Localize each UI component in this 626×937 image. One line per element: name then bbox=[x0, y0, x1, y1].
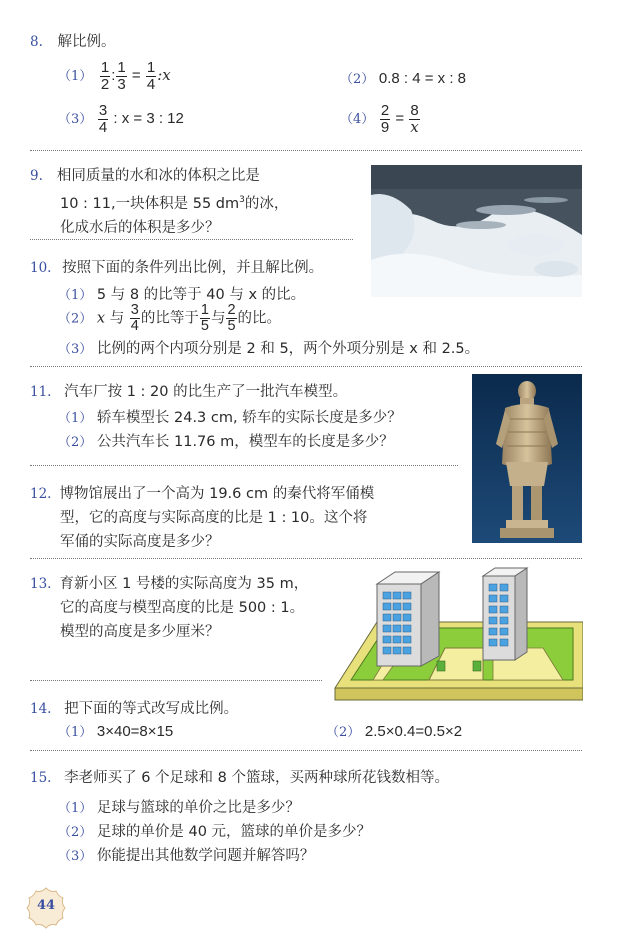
question-number: 15. bbox=[30, 770, 52, 786]
fraction: $\frac{1}{3}$ bbox=[117, 59, 126, 93]
item-text: 与 bbox=[210, 310, 226, 327]
fraction: $\frac{1}{5}$ bbox=[200, 302, 209, 335]
item-label: （1） bbox=[58, 288, 93, 303]
q15-item-3 bbox=[58, 844, 314, 865]
q11-item-2 bbox=[58, 430, 394, 451]
question-14 bbox=[30, 697, 238, 718]
item-label: （2） bbox=[326, 725, 361, 740]
question-text: 李老师买了 6 个足球和 8 个篮球，买两种球所花钱数相等。 bbox=[64, 770, 449, 786]
item-text: 的比等于 bbox=[140, 310, 199, 327]
item-label: （2） bbox=[58, 435, 93, 450]
ice-photo bbox=[371, 165, 582, 297]
fraction: $\frac{1}{2}$ bbox=[100, 59, 110, 93]
item-expression: 2.5×0.4=0.5×2 bbox=[364, 723, 463, 740]
question-11 bbox=[30, 380, 347, 401]
q8-item-1: （1） $\frac{1}{2}$ : $\frac{1}{3}$ = $\frac{1}{4}$ :x bbox=[58, 59, 171, 93]
fraction: $\frac{1}{4}$ bbox=[146, 59, 156, 93]
q10-item-1 bbox=[58, 283, 305, 304]
item-label: （3） bbox=[58, 112, 93, 128]
divider bbox=[30, 239, 353, 240]
question-text: 解比例。 bbox=[57, 34, 116, 50]
item-label: （2） bbox=[58, 825, 93, 840]
page-number-badge bbox=[24, 886, 68, 930]
question-text: 军俑的实际高度是多少？ bbox=[60, 534, 220, 550]
fraction: $\frac{3}{4}$ bbox=[98, 102, 108, 136]
superscript: 3 bbox=[239, 195, 245, 205]
question-number: 14. bbox=[30, 701, 52, 717]
item-expression: 3×40=8×15 bbox=[96, 723, 174, 740]
question-12 bbox=[30, 482, 374, 554]
divider bbox=[30, 558, 582, 559]
fraction: $\frac{2}{5}$ bbox=[227, 302, 236, 335]
q14-item-2 bbox=[326, 721, 462, 740]
question-text: 型，它的高度与实际高度的比是 1 : 10。这个将 bbox=[60, 510, 368, 526]
question-15 bbox=[30, 766, 449, 787]
item-expression: 0.8 : 4 = x : 8 bbox=[378, 70, 467, 87]
question-text: 博物馆展出了一个高为 19.6 cm 的秦代将军俑模 bbox=[59, 486, 375, 502]
q15-item-2 bbox=[58, 820, 371, 841]
terracotta-warrior-photo bbox=[472, 374, 582, 543]
question-text: 按照下面的条件列出比例，并且解比例。 bbox=[62, 260, 324, 276]
question-number: 13. bbox=[30, 576, 52, 592]
item-text: 你能提出其他数学问题并解答吗？ bbox=[96, 848, 315, 864]
question-text: 把下面的等式改写成比例。 bbox=[64, 701, 239, 717]
item-text: 轿车模型长 24.3 cm, 轿车的实际长度是多少？ bbox=[96, 410, 402, 426]
q11-item-1 bbox=[58, 406, 402, 427]
question-8 bbox=[30, 30, 116, 51]
divider bbox=[30, 150, 582, 151]
divider bbox=[30, 366, 582, 367]
divider bbox=[30, 750, 582, 751]
item-label: （1） bbox=[58, 801, 93, 816]
question-9 bbox=[30, 164, 288, 240]
fraction: $\frac{3}{4}$ bbox=[130, 302, 139, 335]
question-text: 相同质量的水和冰的体积之比是 bbox=[56, 168, 260, 184]
item-label: （2） bbox=[340, 72, 375, 87]
variable: x bbox=[96, 310, 106, 327]
question-number: 9. bbox=[30, 168, 43, 184]
question-10 bbox=[30, 256, 323, 277]
item-label: （1） bbox=[58, 725, 93, 740]
item-label: （3） bbox=[58, 849, 93, 864]
q14-item-1 bbox=[58, 721, 173, 740]
question-number: 12. bbox=[30, 486, 52, 502]
question-text: 汽车厂按 1 : 20 的比生产了一批汽车模型。 bbox=[64, 384, 348, 400]
q10-item-2 bbox=[58, 303, 281, 334]
fraction: $\frac{8}{x}$ bbox=[410, 102, 419, 136]
item-text: 足球与篮球的单价之比是多少？ bbox=[96, 800, 300, 816]
question-text: 10 : 11,一块体积是 55 dm bbox=[60, 195, 240, 212]
item-label: （1） bbox=[58, 69, 93, 85]
item-label: （2） bbox=[58, 311, 93, 327]
question-text: 化成水后的体积是多少？ bbox=[60, 219, 220, 236]
page-number: 44 bbox=[36, 898, 56, 913]
question-text: 育新小区 1 号楼的实际高度为 35 m， bbox=[59, 576, 309, 592]
item-text: 的比。 bbox=[237, 310, 282, 327]
q8-item-2 bbox=[340, 68, 466, 87]
question-number: 10. bbox=[30, 260, 52, 276]
question-text: 模型的高度是多少厘米？ bbox=[60, 624, 220, 640]
divider bbox=[30, 465, 458, 466]
divider bbox=[30, 680, 322, 681]
item-label: （4） bbox=[340, 112, 375, 128]
q8-item-3: （3） $\frac{3}{4}$ : x = 3 : 12 bbox=[58, 102, 184, 136]
item-text: 足球的单价是 40 元，篮球的单价是多少？ bbox=[96, 824, 372, 840]
question-text: 它的高度与模型高度的比是 500 : 1。 bbox=[60, 600, 305, 616]
q8-item-4: （4） $\frac{2}{9}$ = $\frac{8}{x}$ bbox=[340, 102, 419, 136]
question-text: 的冰， bbox=[244, 195, 289, 212]
item-text: 比例的两个内项分别是 2 和 5，两个外项分别是 x 和 2.5。 bbox=[96, 341, 480, 357]
item-text: 5 与 8 的比等于 40 与 x 的比。 bbox=[96, 287, 306, 303]
question-13 bbox=[30, 572, 308, 644]
question-number: 8. bbox=[30, 34, 43, 50]
q15-item-1 bbox=[58, 796, 300, 817]
building-model-illustration bbox=[333, 566, 583, 704]
item-label: （1） bbox=[58, 411, 93, 426]
q10-item-3 bbox=[58, 337, 479, 358]
item-label: （3） bbox=[58, 342, 93, 357]
item-text: 公共汽车长 11.76 m，模型车的长度是多少？ bbox=[96, 434, 394, 450]
fraction: $\frac{2}{9}$ bbox=[380, 102, 390, 136]
item-text: 与 bbox=[109, 310, 125, 327]
question-number: 11. bbox=[30, 384, 52, 400]
